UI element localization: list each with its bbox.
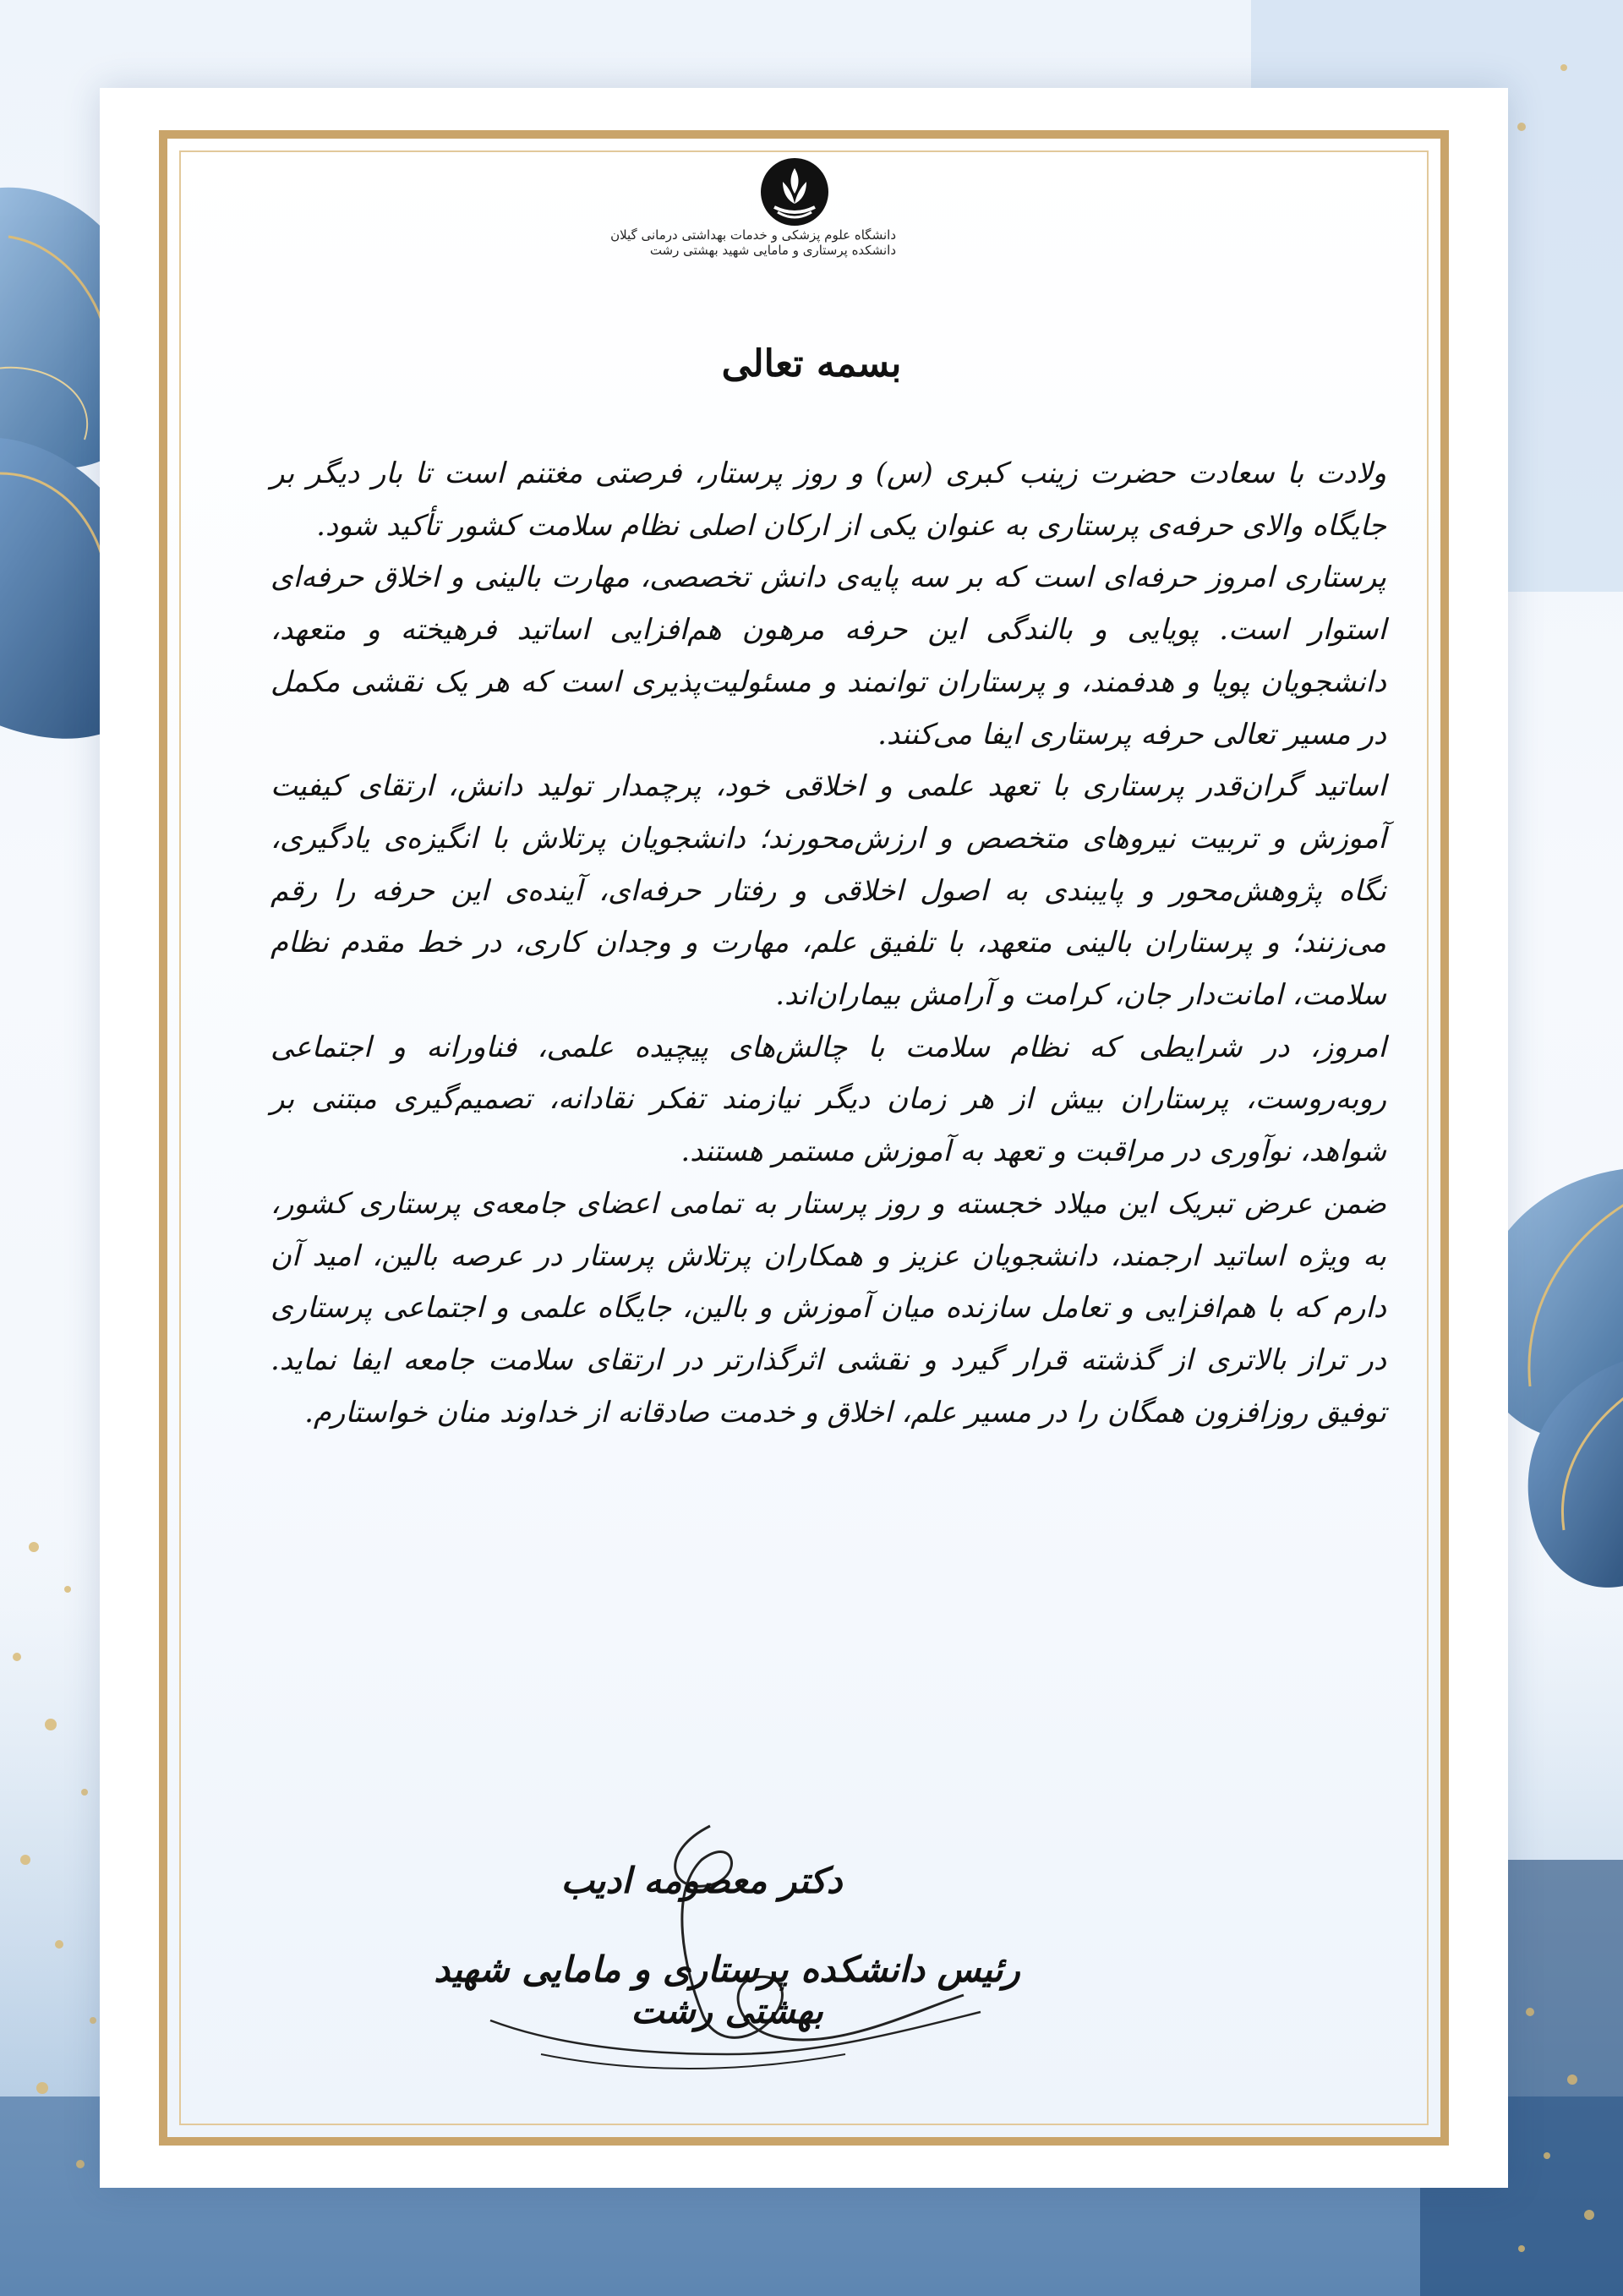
- signatory-name: دکتر معصومه ادیب: [560, 1860, 843, 1901]
- paragraph-3: اساتید گران‌قدر پرستاری با تعهد علمی و اخلاقی خود، پرچمدار تولید دانش، ارتقای کیفیت آموزش و تربیت نیروهای متخصص و ارزش‌محورند؛ دانشجویان پرتلاش با انگیزه‌ی یادگیری، نگاه پژوهش‌محور و پایبندی به اصول اخلاقی و رفتار حرفه‌ای، آینده‌ی این حرفه را رقم می‌زنند؛ و پرستاران بالینی متعهد، با تلفیق علم، مهارت و وجدان کاری، در خط مقدم نظام سلامت، امانت‌دار جان، کرامت و آرامش بیماران‌اند.: [270, 769, 1386, 1013]
- university-name: دانشگاه علوم پزشکی و خدمات بهداشتی درمانی گیلان: [610, 227, 896, 243]
- letter-body: [270, 448, 1386, 1439]
- faculty-name: دانشکده پرستاری و مامایی شهید بهشتی رشت: [649, 243, 896, 258]
- university-emblem-icon: [759, 156, 830, 227]
- paragraph-5: ضمن عرض تبریک این میلاد خجسته و روز پرستار به تمامی اعضای جامعه‌ی پرستاری کشور، به ویژه اساتید ارجمند، دانشجویان عزیز و همکاران پرتلاش پرستار در عرصه بالین، امید آن دارم که با هم‌افزایی و تعامل سازنده میان آموزش و بالین، جایگاه علمی و اجتماعی پرستاری در تراز بالاتری از گذشته قرار گیرد و نقشی اثرگذارتر در ارتقای سلامت جامعه ایفا نماید. توفیق روزافزون همگان را در مسیر علم، اخلاق و خدمت صادقانه از خداوند منان خواستارم.: [270, 1186, 1386, 1430]
- signatory-title: رئیس دانشکده پرستاری و مامایی شهید بهشتی رشت: [434, 1949, 1020, 2031]
- university-logo: [610, 156, 896, 309]
- paragraph-1: ولادت با سعادت حضرت زینب کبری (س) و روز پرستار، فرصتی مغتنم است تا بار دیگر بر جایگاه والای حرفه‌ی پرستاری به عنوان یکی از ارکان اصلی نظام سلامت کشور تأکید شود.: [270, 456, 1386, 543]
- document-heading: بسمه تعالی: [721, 342, 902, 385]
- signature-area: [456, 1801, 1048, 2080]
- paragraph-2: پرستاری امروز حرفه‌ای است که بر سه پایه‌ی دانش تخصصی، مهارت بالینی و اخلاق حرفه‌ای استوار است. پویایی و بالندگی این حرفه مرهون هم‌افزایی اساتید فرهیخته و متعهد، دانشجویان پویا و هدفمند، و پرستاران توانمند و مسئولیت‌پذیری است که هر یک نقشی مکمل در مسیر تعالی حرفه پرستاری ایفا می‌کنند.: [270, 560, 1386, 752]
- handwritten-signature: [456, 1801, 1048, 2080]
- paragraph-4: امروز، در شرایطی که نظام سلامت با چالش‌های پیچیده علمی، فناورانه و اجتماعی روبه‌روست، پرستاران بیش از هر زمان دیگر نیازمند تفکر نقادانه، تصمیم‌گیری مبتنی بر شواهد، نوآوری در مراقبت و تعهد به آموزش مستمر هستند.: [270, 1030, 1386, 1169]
